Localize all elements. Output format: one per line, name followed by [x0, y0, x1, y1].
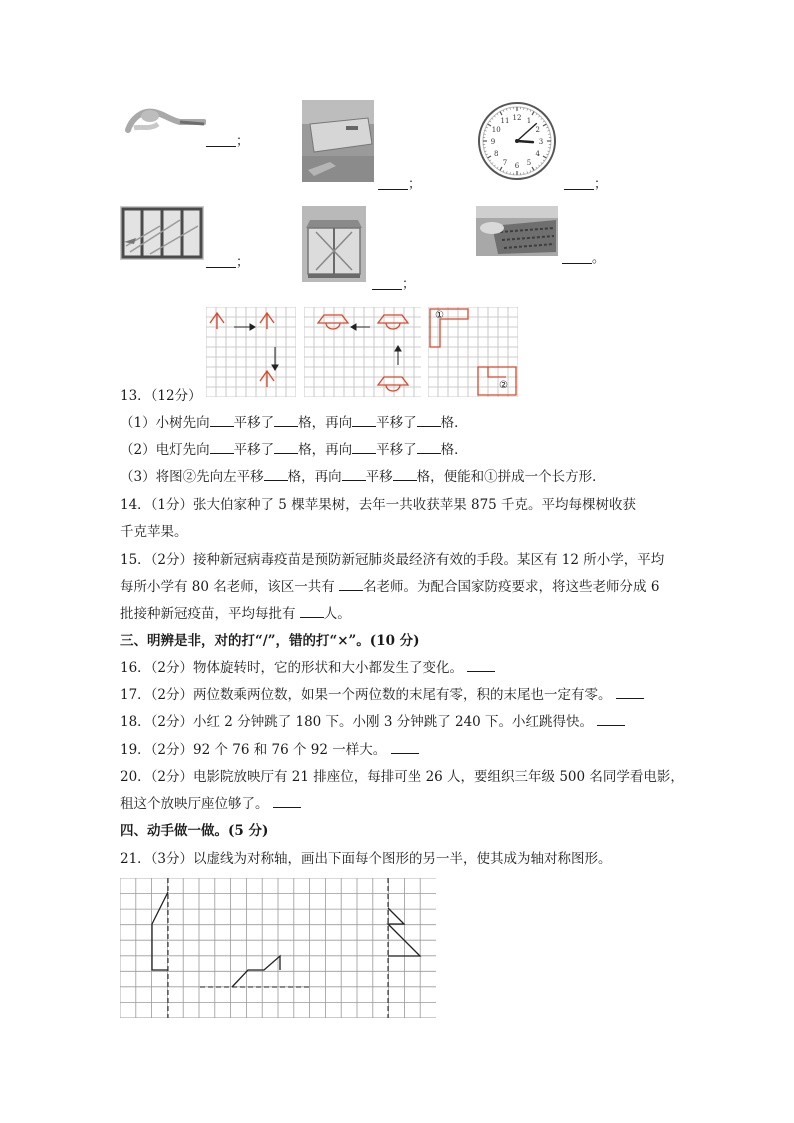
rope-pull-answer[interactable]: ； — [206, 130, 249, 149]
q18-answer-blank[interactable] — [597, 713, 625, 726]
q13-3-blank-a[interactable] — [264, 468, 288, 481]
q16-answer-blank[interactable] — [467, 659, 495, 672]
clock-number: 5 — [526, 158, 532, 167]
clock-number: 3 — [538, 138, 544, 146]
q13-part2: （2）电灯先向 平移了 格，再向 平移了 格． — [120, 442, 468, 458]
q17: 17．（2分）两位数乘两位数，如果一个两位数的末尾有零，积的末尾也一定有零。 — [120, 686, 644, 704]
abacus-answer[interactable]: 。 — [562, 247, 605, 266]
q14-line2: 千克苹果。 — [120, 524, 188, 540]
rectangle-pieces-grid — [428, 307, 518, 397]
sliding-window-photo — [120, 206, 204, 260]
clock-hour-hand — [517, 141, 533, 142]
section3-heading: 三、明辨是非，对的打“/”，错的打“×”。(10 分) — [120, 633, 420, 649]
q13-1-blank-d[interactable] — [417, 414, 441, 427]
piece-marker-1: ① — [435, 310, 444, 321]
q16: 16．（2分）物体旋转时，它的形状和大小都发生了变化。 — [120, 659, 495, 677]
q19: 19．（2分）92 个 76 和 76 个 92 一样大。 — [120, 741, 419, 759]
drawer-photo — [302, 100, 374, 182]
q13-2-blank-b[interactable] — [274, 441, 298, 454]
symmetry-grid[interactable] — [120, 878, 436, 1018]
q14-line1: 14．（1分）张大伯家种了 5 棵苹果树，去年一共收获苹果 875 千克。平均每棵树收获 — [120, 497, 637, 513]
q17-answer-blank[interactable] — [616, 686, 644, 699]
clock-number: 4 — [535, 150, 541, 158]
clock-number: 11 — [500, 117, 510, 126]
q13-1-blank-c[interactable] — [352, 414, 376, 427]
q13-part3: （3）将图②先向左平移 格，再向 平移 格，便能和①拼成一个长方形． — [120, 469, 606, 485]
q19-answer-blank[interactable] — [391, 741, 419, 754]
clock-number: 6 — [514, 162, 520, 170]
q13-1-blank-b[interactable] — [274, 414, 298, 427]
revolving-door-photo — [302, 206, 366, 282]
rope-pull-photo — [120, 100, 206, 142]
q15-line3: 批接种新冠疫苗，平均每批有 人。 — [120, 606, 351, 622]
q13-title: 13．（12分） — [120, 388, 202, 404]
clock-number: 7 — [502, 158, 508, 167]
clock-number: 8 — [493, 150, 499, 158]
q15-blank-per-batch[interactable] — [300, 605, 324, 618]
clock-number: 1 — [526, 117, 532, 126]
piece-marker-2: ② — [499, 380, 508, 391]
q13-1-blank-a[interactable] — [210, 414, 234, 427]
q13-part1: （1）小树先向 平移了 格，再向 平移了 格． — [120, 415, 468, 431]
q20-line1: 20．（2分）电影院放映厅有 21 排座位，每排可坐 26 人，要组织三年级 500 名同学看电影， — [120, 769, 684, 785]
sliding-window-answer[interactable]: ； — [206, 251, 249, 270]
q15-line2: 每所小学有 80 名老师，该区一共有 名老师。为配合国家防疫要求，将这些老师分成 6 — [120, 579, 660, 595]
drawer-answer[interactable]: ； — [378, 173, 421, 192]
q13-2-blank-c[interactable] — [352, 441, 376, 454]
grid-lines — [120, 878, 436, 1018]
revolving-door-answer[interactable]: ； — [372, 273, 415, 292]
q13-2-blank-a[interactable] — [210, 441, 234, 454]
clock-number: 12 — [512, 114, 522, 122]
clock-number: 10 — [491, 126, 501, 134]
lamp-translation-grid — [304, 307, 421, 397]
clock-number: 2 — [535, 126, 541, 134]
q20-answer-blank[interactable] — [273, 795, 301, 808]
q18: 18．（2分）小红 2 分钟跳了 180 下。小刚 3 分钟跳了 240 下。小红跳得快。 — [120, 713, 625, 731]
q15-line1: 15．（2分）接种新冠病毒疫苗是预防新冠肺炎最经济有效的手段。某区有 12 所小学，平均 — [120, 552, 665, 568]
q13-3-blank-c[interactable] — [393, 468, 417, 481]
clock-answer[interactable]: ； — [564, 173, 607, 192]
clock-number: 9 — [490, 138, 496, 146]
q13-2-blank-d[interactable] — [417, 441, 441, 454]
q15-blank-teachers[interactable] — [339, 578, 363, 591]
q21: 21．（3分）以虚线为对称轴，画出下面每个图形的另一半，使其成为轴对称图形。 — [120, 851, 612, 867]
abacus-photo — [476, 206, 558, 256]
q13-3-blank-b[interactable] — [342, 468, 366, 481]
tree-translation-grid — [206, 307, 296, 397]
clock-picture — [476, 100, 558, 182]
section4-heading: 四、动手做一做。(5 分) — [120, 823, 269, 839]
q20-line2: 租这个放映厅座位够了。 — [120, 795, 301, 813]
